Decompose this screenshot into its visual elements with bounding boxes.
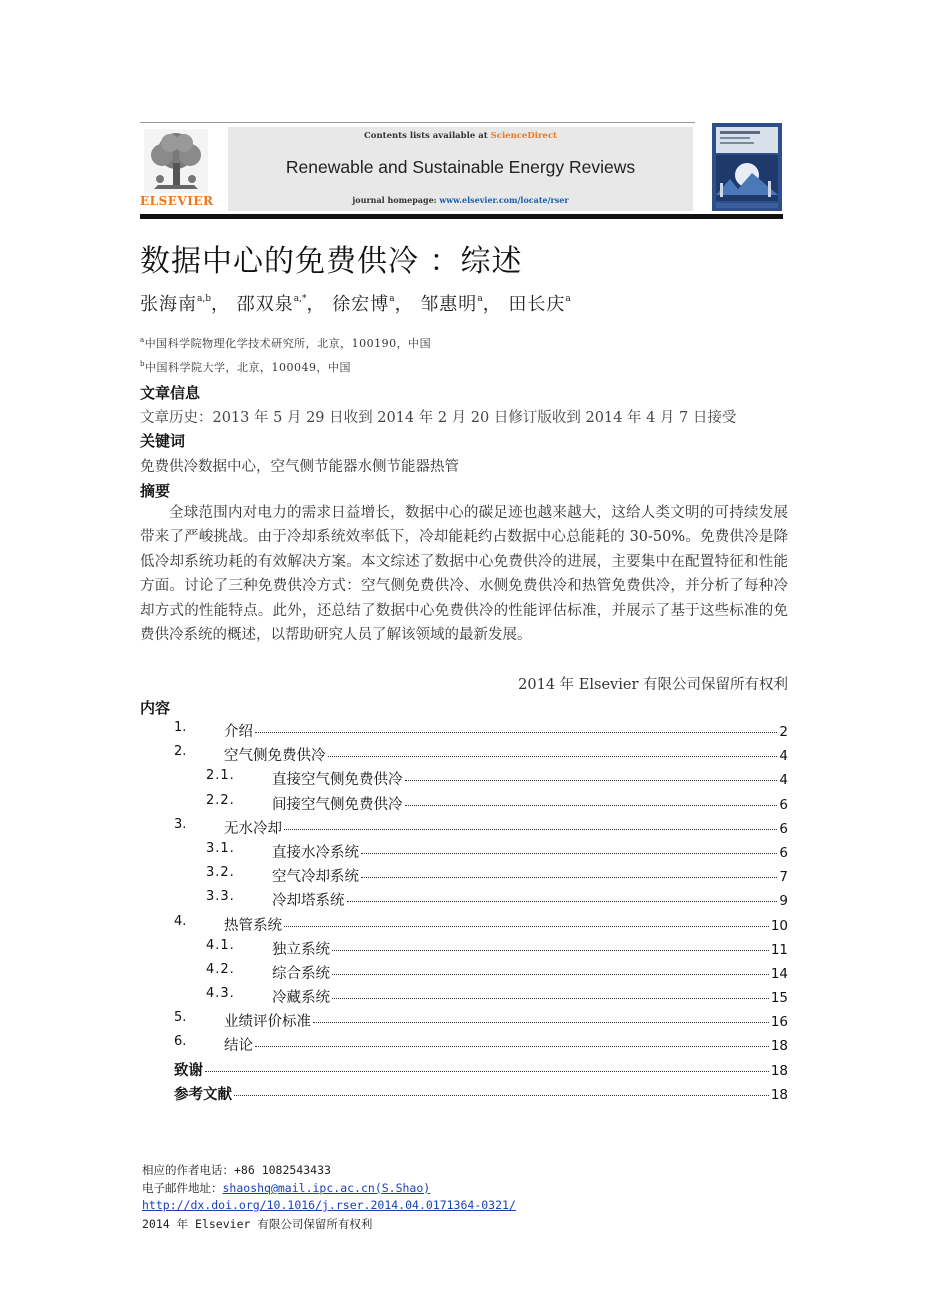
toc-entry[interactable]: 3.1. 直接水冷系统 6	[206, 840, 788, 861]
toc-entry[interactable]: 3.3. 冷却塔系统 9	[206, 889, 788, 910]
toc-page: 11	[770, 941, 788, 958]
footnote-email	[142, 1180, 430, 1196]
toc-label: 介绍	[224, 724, 253, 740]
affiliation-text: 中国科学院大学，北京，100049，中国	[144, 361, 351, 374]
author-separator: ，	[306, 294, 326, 315]
homepage-line	[228, 195, 693, 205]
email-prefix: 电子邮件地址：	[142, 1181, 223, 1195]
contents-prefix: Contents lists available at	[364, 131, 491, 141]
toc-leader	[284, 829, 777, 830]
toc-label: 空气侧免费供冷	[224, 748, 326, 765]
toc-page: 2	[779, 724, 788, 740]
toc-entry[interactable]	[140, 1059, 788, 1083]
toc-leader	[255, 1046, 769, 1047]
toc-label: 结论	[224, 1038, 253, 1055]
toc-page: 14	[770, 965, 788, 982]
toc-page: 4	[779, 748, 788, 765]
toc-leader	[332, 998, 769, 999]
article-history: 文章历史：2013 年 5 月 29 日收到 2014 年 2 月 20 日修订版收到 2014 年 4 月 7 日接受	[140, 410, 737, 426]
affiliation-a	[140, 335, 431, 351]
abstract-heading: 摘要	[140, 482, 171, 500]
toc-page: 10	[770, 917, 788, 934]
abstract-body: 全球范围内对电力的需求日益增长，数据中心的碳足迹也越来越大，这给人类文明的可持续发展带来了严峻挑战。由于冷却系统效率低下，冷却能耗约占数据中心总能耗的 30-50%。免费供冷是降低冷却系统功耗的有效解决方案。本文综述了数据中心免费供冷的进展，主要集中在配置特征和性能方面。讨论了三种免费供冷方式：空气侧免费供冷、水侧免费供冷和热管免费供冷，并分析了每种冷却方式的性能特点。此外，还总结了数据中心免费供冷的性能评估标准，并展示了基于这些标准的免费供冷系统的概述，以帮助研究人员了解该领域的最新发展。	[140, 505, 788, 644]
toc-entry[interactable]: 2. 空气侧免费供冷 4	[174, 744, 788, 765]
author-name[interactable]: 徐宏博	[332, 294, 390, 315]
toc-page: 9	[779, 893, 788, 910]
toc-label: 业绩评价标准	[224, 1014, 311, 1031]
author-affil-mark: a,b	[197, 294, 211, 304]
table-of-contents	[140, 720, 788, 1107]
toc-leader	[405, 805, 778, 806]
journal-name[interactable]: Renewable and Sustainable Energy Reviews	[285, 157, 636, 177]
toc-leader	[361, 853, 777, 854]
toc-page: 4	[779, 772, 788, 789]
toc-leader	[332, 950, 769, 951]
toc-page: 15	[770, 990, 788, 1007]
toc-leader	[361, 877, 777, 878]
toc-entry[interactable]: 4.3. 冷藏系统 15	[206, 986, 788, 1007]
elsevier-wordmark: ELSEVIER	[140, 194, 214, 208]
author-affil-mark: a	[477, 294, 483, 304]
toc-page: 6	[779, 820, 788, 837]
author-affil-mark: a	[565, 294, 571, 304]
doi-link[interactable]: http://dx.doi.org/10.1016/j.rser.2014.04.0171364-0321/	[142, 1198, 516, 1212]
toc-heading: 内容	[140, 699, 171, 717]
toc-leader	[255, 732, 777, 733]
toc-label: 冷藏系统	[272, 990, 330, 1007]
toc-leader	[332, 974, 769, 975]
toc-page: 7	[779, 869, 788, 886]
toc-leader	[313, 1022, 769, 1023]
toc-page: 18	[770, 1086, 788, 1103]
toc-leader	[205, 1071, 769, 1072]
affiliation-mark: b	[140, 360, 145, 368]
toc-label: 冷却塔系统	[272, 893, 345, 910]
journal-cover-icon	[712, 123, 782, 211]
toc-leader	[234, 1095, 769, 1096]
author-separator: ，	[482, 294, 502, 315]
toc-leader	[284, 926, 769, 927]
toc-entry[interactable]: 4.1. 独立系统 11	[206, 937, 788, 958]
toc-page: 16	[770, 1014, 788, 1031]
elsevier-tree-icon	[144, 129, 208, 193]
toc-label: 热管系统	[224, 917, 282, 934]
elsevier-logo[interactable]	[140, 127, 212, 211]
article-info-heading: 文章信息	[140, 384, 201, 402]
affiliation-mark: a	[140, 336, 145, 344]
author-name[interactable]: 张海南	[140, 294, 197, 315]
author-name[interactable]: 邵双泉	[236, 294, 294, 315]
toc-entry[interactable]: 6. 结论 18	[174, 1034, 788, 1055]
footnote-phone: 相应的作者电话：+86 1082543433	[142, 1163, 331, 1177]
toc-entry[interactable]: 2.1. 直接空气侧免费供冷 4	[206, 768, 788, 789]
author-name[interactable]: 邹惠明	[420, 294, 478, 315]
toc-label: 直接水冷系统	[272, 844, 359, 861]
author-separator: ，	[394, 294, 414, 315]
toc-entry[interactable]: 4. 热管系统 10	[174, 913, 788, 934]
toc-label: 直接空气侧免费供冷	[272, 772, 403, 789]
toc-page: 6	[779, 844, 788, 861]
toc-label: 间接空气侧免费供冷	[272, 796, 403, 813]
article-title: 数据中心的免费供冷 ：综述	[140, 244, 523, 279]
toc-label: 致谢	[174, 1062, 203, 1079]
toc-entry[interactable]: 5. 业绩评价标准 16	[174, 1010, 788, 1031]
toc-page: 18	[770, 1038, 788, 1055]
toc-entry[interactable]: 3. 无水冷却 6	[174, 816, 788, 837]
affiliation-b	[140, 359, 351, 375]
toc-label: 独立系统	[272, 941, 330, 958]
contents-line	[228, 131, 693, 141]
toc-entry[interactable]: 2.2. 间接空气侧免费供冷 6	[206, 792, 788, 813]
homepage-link[interactable]: www.elsevier.com/locate/rser	[439, 195, 569, 205]
toc-entry[interactable]: 4.2. 综合系统 14	[206, 961, 788, 982]
toc-label: 参考文献	[174, 1086, 232, 1103]
footnote-doi	[142, 1198, 516, 1212]
keywords-heading: 关键词	[140, 432, 186, 450]
journal-cover-thumbnail[interactable]	[712, 123, 782, 211]
keywords-text: 免费供冷数据中心，空气侧节能器水侧节能器热管	[140, 459, 459, 475]
toc-page: 18	[770, 1062, 788, 1079]
toc-label: 综合系统	[272, 965, 330, 982]
abstract-copyright: 2014 年 Elsevier 有限公司保留所有权利	[518, 677, 788, 693]
affiliation-text: 中国科学院物理化学技术研究所，北京，100190，中国	[144, 337, 432, 350]
toc-leader	[328, 756, 778, 757]
author-separator: ，	[211, 294, 230, 315]
sciencedirect-link[interactable]: ScienceDirect	[490, 131, 557, 141]
toc-leader	[347, 901, 778, 902]
homepage-prefix: journal homepage:	[352, 195, 440, 205]
header-top-rule	[140, 122, 695, 123]
journal-banner	[228, 127, 693, 211]
footnote-copyright: 2014 年 Elsevier 有限公司保留所有权利	[142, 1217, 373, 1231]
author-affil-mark: a,*	[293, 294, 307, 304]
toc-entry[interactable]: 3.2. 空气冷却系统 7	[206, 865, 788, 886]
toc-entry[interactable]: 1. 介绍 2	[174, 720, 788, 740]
toc-label: 无水冷却	[224, 820, 282, 837]
author-name[interactable]: 田长庆	[508, 294, 566, 315]
header-bottom-rule	[140, 214, 783, 219]
author-list	[140, 290, 571, 316]
toc-entry[interactable]	[140, 1083, 788, 1107]
author-affil-mark: a	[389, 294, 395, 304]
email-link[interactable]: shaoshq@mail.ipc.ac.cn(S.Shao)	[222, 1181, 431, 1195]
toc-page: 6	[779, 796, 788, 813]
toc-label: 空气冷却系统	[272, 869, 359, 886]
toc-leader	[405, 780, 778, 781]
